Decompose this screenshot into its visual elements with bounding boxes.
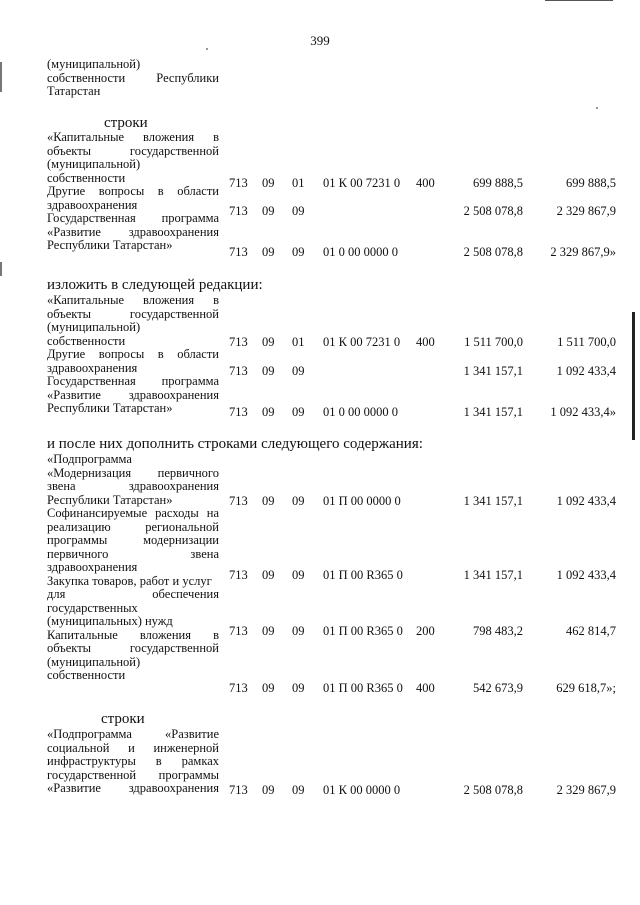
- row-description: [47, 294, 219, 416]
- amount-year-2: 699 888,5: [566, 176, 616, 190]
- expense-type: 400: [416, 681, 435, 695]
- amount-year-1: 1 341 157,1: [463, 405, 523, 419]
- section-code: 09: [262, 494, 275, 508]
- section-code: 09: [262, 245, 275, 259]
- expense-type: 400: [416, 176, 435, 190]
- target-article: 01 К 00 0000 0: [323, 783, 401, 797]
- text-line: «Развитие здравоохранения: [47, 781, 219, 795]
- section-code: 09: [262, 681, 275, 695]
- amount-year-1: 1 341 157,1: [463, 494, 523, 508]
- text-line: Государственная программа: [47, 374, 219, 388]
- subsection-code: 09: [292, 681, 305, 695]
- text-line: здравоохранения: [47, 197, 138, 212]
- row-description: [47, 131, 219, 253]
- amount-year-2: 2 329 867,9: [556, 204, 616, 218]
- text-line: (муниципальной): [47, 320, 141, 334]
- text-line: для обеспечения: [47, 587, 219, 601]
- text-line: Софинансируемые расходы на: [47, 506, 219, 520]
- text-line: «Подпрограмма «Развитие: [47, 727, 219, 741]
- subsection-code: 09: [292, 405, 305, 419]
- subsection-code: 09: [292, 494, 305, 508]
- scan-speck: [206, 48, 208, 50]
- text-line: Другие вопросы в области: [47, 184, 219, 198]
- amount-year-2: 2 329 867,9: [556, 783, 616, 797]
- text-line: государственной программы: [47, 767, 219, 782]
- amount-year-1: 542 673,9: [473, 681, 523, 695]
- text-line: объекты государственной: [47, 641, 219, 655]
- text-line: (муниципальной): [47, 157, 141, 171]
- scan-edge-mark: [0, 62, 2, 92]
- text-line: «Модернизация первичного: [47, 465, 219, 480]
- admin-code: 713: [229, 568, 248, 582]
- text-line: «Подпрограмма: [47, 452, 132, 466]
- text-line: объекты государственной: [47, 143, 219, 158]
- subsection-code: 09: [292, 568, 305, 582]
- text-line: Другие вопросы в области: [47, 347, 219, 361]
- amount-year-2: 462 814,7: [566, 624, 616, 638]
- amount-year-1: 1 341 157,1: [463, 568, 523, 582]
- text-line: Закупка товаров, работ и услуг: [47, 573, 212, 588]
- text-line: (муниципальной): [47, 57, 141, 71]
- text-line: Капитальные вложения в: [47, 627, 219, 642]
- expense-type: 400: [416, 335, 435, 349]
- target-article: 01 П 00 R365 0: [323, 681, 403, 695]
- admin-code: 713: [229, 494, 248, 508]
- section-heading: строки: [104, 115, 148, 131]
- scan-speck: [596, 107, 598, 109]
- target-article: 01 П 00 0000 0: [323, 494, 401, 508]
- row-description: [47, 453, 219, 683]
- text-line: собственности: [47, 668, 126, 682]
- text-line: Республики Татарстан»: [47, 492, 173, 507]
- text-line: первичного звена: [47, 546, 219, 561]
- subsection-code: 01: [292, 335, 305, 349]
- text-line: здравоохранения: [47, 360, 138, 375]
- amount-year-1: 1 341 157,1: [463, 364, 523, 378]
- text-line: здравоохранения: [47, 560, 138, 574]
- continued-description: [47, 58, 219, 99]
- text-line: (муниципальных) нужд: [47, 614, 173, 628]
- amendment-phrase: изложить в следующей редакции:: [47, 277, 263, 293]
- amount-year-2: 1 092 433,4: [556, 494, 616, 508]
- target-article: 01 П 00 R365 0: [323, 624, 403, 638]
- section-heading: строки: [101, 711, 145, 727]
- text-line: Татарстан: [47, 84, 101, 98]
- text-line: «Капитальные вложения в: [47, 130, 219, 144]
- text-line: собственности Республики: [47, 70, 219, 85]
- admin-code: 713: [229, 176, 248, 190]
- text-line: Республики Татарстан»: [47, 401, 173, 415]
- page-number: 399: [310, 33, 330, 48]
- target-article: 01 0 00 0000 0: [323, 245, 398, 259]
- subsection-code: 09: [292, 245, 305, 259]
- section-code: 09: [262, 204, 275, 218]
- admin-code: 713: [229, 624, 248, 638]
- expense-type: 200: [416, 624, 435, 638]
- section-code: 09: [262, 405, 275, 419]
- subsection-code: 09: [292, 624, 305, 638]
- text-line: социальной и инженерной: [47, 740, 219, 755]
- amount-year-1: 2 508 078,8: [463, 245, 523, 259]
- text-line: реализацию региональной: [47, 519, 219, 534]
- text-line: Государственная программа: [47, 211, 219, 225]
- amount-year-2: 1 092 433,4»: [550, 405, 616, 419]
- section-code: 09: [262, 568, 275, 582]
- text-line: (муниципальной): [47, 654, 141, 669]
- amount-year-1: 2 508 078,8: [463, 783, 523, 797]
- admin-code: 713: [229, 245, 248, 259]
- text-line: «Развитие здравоохранения: [47, 224, 219, 239]
- amount-year-2: 1 092 433,4: [556, 568, 616, 582]
- scan-edge-bar: [632, 312, 635, 440]
- amount-year-1: 699 888,5: [473, 176, 523, 190]
- subsection-code: 09: [292, 204, 305, 218]
- section-code: 09: [262, 176, 275, 190]
- admin-code: 713: [229, 364, 248, 378]
- amount-year-2: 629 618,7»;: [556, 681, 616, 695]
- subsection-code: 09: [292, 783, 305, 797]
- text-line: объекты государственной: [47, 306, 219, 321]
- subsection-code: 09: [292, 364, 305, 378]
- text-line: Республики Татарстан»: [47, 238, 173, 252]
- target-article: 01 К 00 7231 0: [323, 335, 401, 349]
- section-code: 09: [262, 335, 275, 349]
- amount-year-2: 1 511 700,0: [557, 335, 616, 349]
- amount-year-1: 1 511 700,0: [464, 335, 523, 349]
- target-article: 01 0 00 0000 0: [323, 405, 398, 419]
- text-line: «Развитие здравоохранения: [47, 387, 219, 402]
- section-code: 09: [262, 624, 275, 638]
- text-line: собственности: [47, 333, 126, 348]
- amount-year-1: 2 508 078,8: [463, 204, 523, 218]
- top-rule: [545, 0, 613, 1]
- text-line: программы модернизации: [47, 533, 219, 547]
- target-article: 01 К 00 7231 0: [323, 176, 401, 190]
- admin-code: 713: [229, 204, 248, 218]
- target-article: 01 П 00 R365 0: [323, 568, 403, 582]
- text-line: звена здравоохранения: [47, 479, 219, 493]
- admin-code: 713: [229, 335, 248, 349]
- text-line: «Капитальные вложения в: [47, 293, 219, 307]
- admin-code: 713: [229, 405, 248, 419]
- amendment-phrase: и после них дополнить строками следующего содержания:: [47, 436, 423, 452]
- amount-year-2: 2 329 867,9»: [550, 245, 616, 259]
- admin-code: 713: [229, 783, 248, 797]
- amount-year-1: 798 483,2: [473, 624, 523, 638]
- row-description: [47, 728, 219, 796]
- scan-edge-mark: [0, 262, 2, 276]
- section-code: 09: [262, 783, 275, 797]
- admin-code: 713: [229, 681, 248, 695]
- text-line: государственных: [47, 600, 138, 615]
- text-line: собственности: [47, 170, 126, 185]
- subsection-code: 01: [292, 176, 305, 190]
- text-line: инфраструктуры в рамках: [47, 754, 219, 768]
- section-code: 09: [262, 364, 275, 378]
- amount-year-2: 1 092 433,4: [556, 364, 616, 378]
